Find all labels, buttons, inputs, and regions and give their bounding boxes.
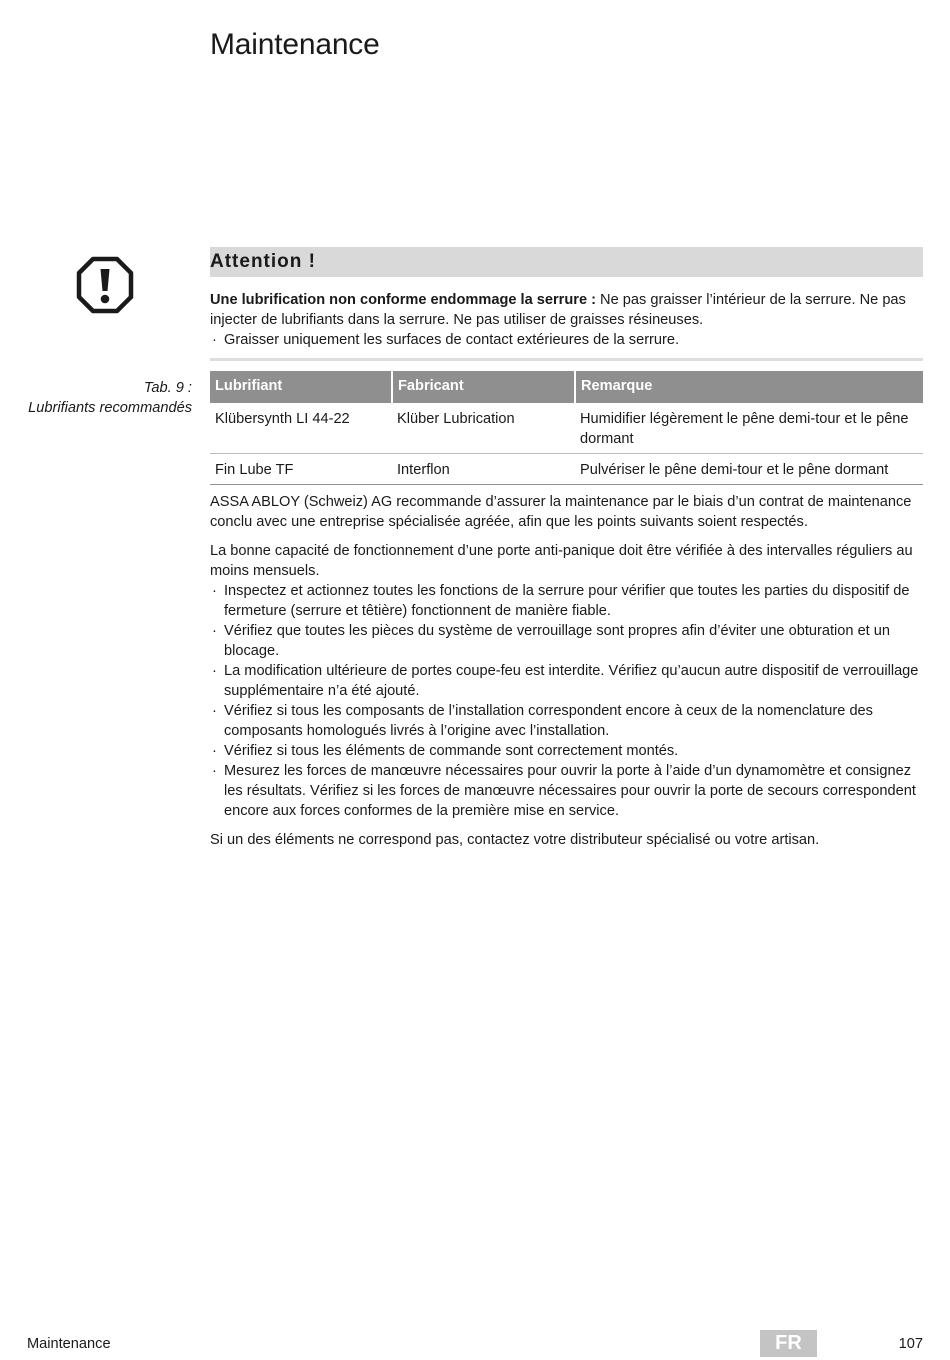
attention-banner bbox=[210, 247, 923, 277]
language-badge: FR bbox=[760, 1330, 817, 1357]
table-header-row bbox=[210, 371, 923, 402]
divider bbox=[210, 358, 923, 361]
table-caption-title: Lubrifiants recommandés bbox=[28, 400, 192, 416]
lubricants-table bbox=[210, 371, 923, 485]
paragraph-contact: Si un des éléments ne correspond pas, contactez votre distributeur spécialisé ou votre artisan. bbox=[210, 832, 820, 848]
list-item: · La modification ultérieure de portes coupe-feu est interdite. Vérifiez qu’aucun autre dispositif de verrouillage supplémentaire n’a été ajouté. bbox=[210, 661, 923, 701]
table-cell: Klüber Lubrication bbox=[392, 402, 575, 454]
footer-section-title: Maintenance bbox=[27, 1336, 111, 1352]
main-text bbox=[210, 492, 923, 859]
attention-lead-text: Ne pas graisser l’intérieur de la serrure. Ne pas injecter de lubrifiants dans la serrure. Ne pas utiliser de graisses résineuses. bbox=[210, 292, 906, 328]
checklist bbox=[210, 581, 923, 821]
column-header-remarque: Remarque bbox=[575, 371, 923, 402]
paragraph-monthly-check: La bonne capacité de fonctionnement d’une porte anti-panique doit être vérifiée à des intervalles réguliers au moins mensuels. bbox=[210, 543, 913, 579]
column-header-fabricant: Fabricant bbox=[392, 371, 575, 402]
warning-octagon-icon bbox=[76, 256, 134, 314]
attention-bullet: · Graisser uniquement les surfaces de contact extérieures de la serrure. bbox=[210, 330, 923, 350]
table-cell: Interflon bbox=[392, 454, 575, 485]
table-cell: Fin Lube TF bbox=[210, 454, 392, 485]
page-title: Maintenance bbox=[210, 28, 380, 61]
table-caption bbox=[20, 378, 192, 418]
table-caption-number: Tab. 9 : bbox=[143, 380, 192, 396]
attention-lead-bold: Une lubrification non conforme endommage la serrure : bbox=[210, 292, 596, 308]
page-number: 107 bbox=[898, 1336, 923, 1352]
table-row bbox=[210, 454, 923, 485]
column-header-lubrifiant: Lubrifiant bbox=[210, 371, 392, 402]
attention-body bbox=[210, 290, 923, 350]
table-cell: Pulvériser le pêne demi-tour et le pêne dormant bbox=[575, 454, 923, 485]
attention-lead bbox=[210, 290, 923, 330]
table-cell: Klübersynth LI 44-22 bbox=[210, 402, 392, 454]
list-item: · Vérifiez que toutes les pièces du système de verrouillage sont propres afin d’éviter une obturation et un blocage. bbox=[210, 621, 923, 661]
attention-title: Attention ! bbox=[210, 251, 316, 272]
list-item: · Vérifiez si tous les éléments de commande sont correctement montés. bbox=[210, 741, 923, 761]
list-item: · Mesurez les forces de manœuvre nécessaires pour ouvrir la porte à l’aide d’un dynamomètre et consignez les résultats. Vérifiez si les forces de manœuvre nécessaires pour ouvrir la porte de secours correspondent encore aux forces conformes de la première mise en service. bbox=[210, 761, 923, 821]
paragraph-maintenance-contract: ASSA ABLOY (Schweiz) AG recommande d’assurer la maintenance par le biais d’un contrat de maintenance conclu avec une entreprise spécialisée agréée, afin que les points suivants soient respectés. bbox=[210, 494, 912, 530]
list-item: · Vérifiez si tous les composants de l’installation correspondent encore à ceux de la nomenclature des composants homologués livrés à l’origine avec l’installation. bbox=[210, 701, 923, 741]
list-item: · Inspectez et actionnez toutes les fonctions de la serrure pour vérifier que toutes les parties du dispositif de fermeture (serrure et têtière) fonctionnent de manière fiable. bbox=[210, 581, 923, 621]
table-cell: Humidifier légèrement le pêne demi-tour et le pêne dormant bbox=[575, 402, 923, 454]
table-row bbox=[210, 402, 923, 454]
